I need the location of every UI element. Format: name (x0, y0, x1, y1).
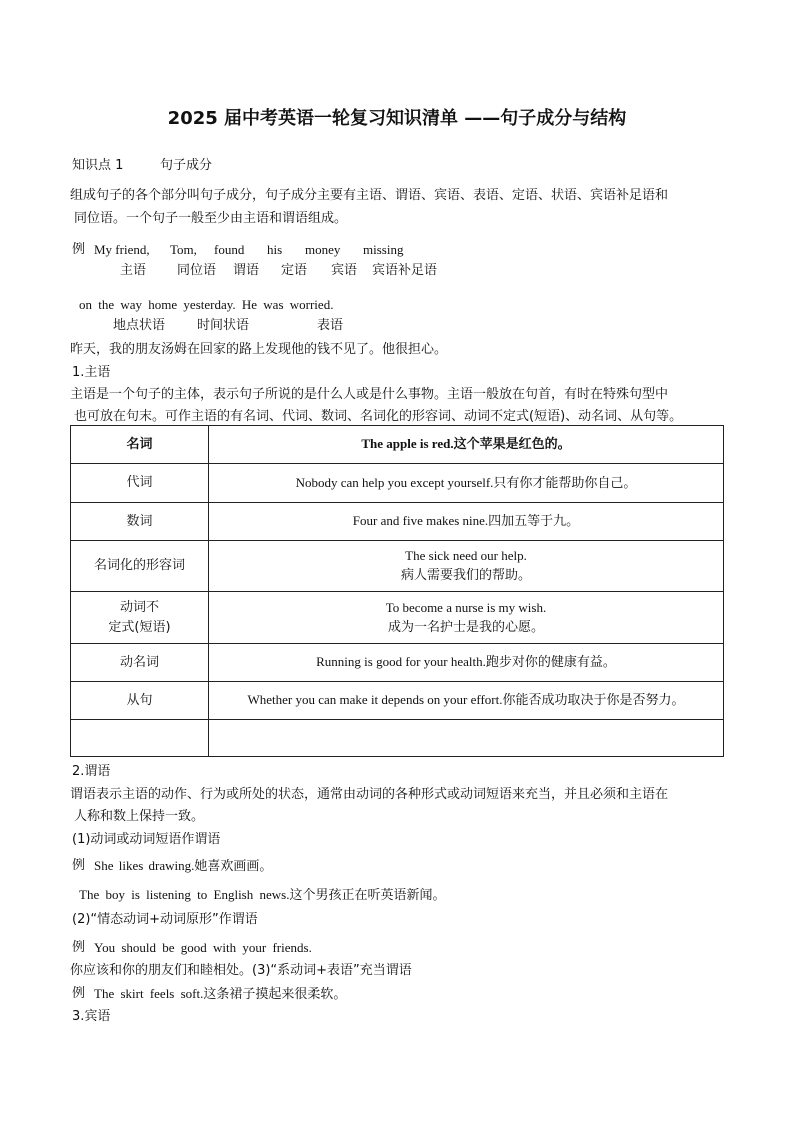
section1-line-1: 主语是一个句子的主体，表示句子所说的是什么人或是什么事物。主语一般放在句首，有时在特殊句型中 (70, 387, 669, 402)
ex1-word: his (267, 242, 283, 257)
section2-line-1: 谓语表示主语的动作、行为或所处的状态，通常由动词的各种形式或动词短语来充当，并且必须和主语在 (70, 787, 669, 802)
table-row (71, 682, 724, 720)
knowledge-point-name: 句子成分 (160, 158, 213, 173)
example-cell: To become a nurse is my wish. 成为一名护士是我的心愿。 (209, 592, 724, 644)
ex1-word: found (214, 242, 245, 257)
table-row (71, 464, 724, 503)
ex1-word: money (305, 242, 341, 257)
intro-line-2: 同位语。一个句子一般至少由主语和谓语组成。 (74, 211, 348, 226)
example-marker: 例 (72, 242, 86, 257)
example-cell: Four and five makes nine.四加五等于九。 (209, 503, 724, 541)
ex1-word: missing (363, 242, 404, 257)
section-heading-subject: 1.主语 (72, 365, 111, 380)
ex1-role: 同位语 (177, 263, 217, 278)
ex1-role: 宾语 (331, 263, 358, 278)
example-cell: Nobody can help you except yourself.只有你才能帮助你自己。 (209, 464, 724, 503)
predicate-example-4: The skirt feels soft.这条裙子摸起来很柔软。 (94, 986, 347, 1001)
table-row (71, 592, 724, 644)
predicate-example-3-translation: 你应该和你的朋友们和睦相处。(3)“系动词+表语”充当谓语 (70, 963, 412, 978)
ex1-role: 主语 (120, 263, 147, 278)
example-cell: The sick need our help. 病人需要我们的帮助。 (209, 541, 724, 592)
section1-line-2: 也可放在句末。可作主语的有名词、代词、数词、名词化的形容词、动词不定式(短语)、动名词、从句等。 (74, 409, 683, 424)
ex1-role: 谓语 (233, 263, 260, 278)
ex1-line-2: on the way home yesterday. He was worried. (79, 297, 334, 312)
ex1-translation: 昨天，我的朋友汤姆在回家的路上发现他的钱不见了。他很担心。 (70, 342, 448, 357)
section-heading-object: 3.宾语 (72, 1009, 111, 1024)
type-cell: 代词 (71, 464, 209, 503)
table-row (71, 503, 724, 541)
predicate-example-2: The boy is listening to English news.这个男孩正在听英语新闻。 (79, 887, 446, 902)
subject-types-table (70, 425, 724, 757)
ex1-word: My friend, (94, 242, 150, 257)
example-cell: The apple is red.这个苹果是红色的。 (209, 426, 724, 464)
document-title: 2025 届中考英语一轮复习知识清单 ——句子成分与结构 (167, 108, 627, 129)
type-cell: 从句 (71, 682, 209, 720)
section2-line-2: 人称和数上保持一致。 (74, 809, 205, 824)
example-cell (209, 720, 724, 757)
ex1-role: 定语 (281, 263, 308, 278)
type-cell: 名词化的形容词 (71, 541, 209, 592)
table-row (71, 426, 724, 464)
predicate-example-3: You should be good with your friends. (94, 940, 312, 955)
type-cell (71, 720, 209, 757)
type-cell: 动词不 定式(短语) (71, 592, 209, 644)
example-cell: Whether you can make it depends on your effort.你能否成功取决于你是否努力。 (209, 682, 724, 720)
example-marker: 例 (72, 986, 86, 1001)
table-row (71, 541, 724, 592)
example-cell: Running is good for your health.跑步对你的健康有益。 (209, 644, 724, 682)
ex1-role-2: 表语 (317, 318, 344, 333)
knowledge-point-label: 知识点 1 (72, 158, 124, 173)
example-marker: 例 (72, 940, 86, 955)
ex1-role-2: 地点状语 (113, 318, 166, 333)
section2-subheading-2: (2)“情态动词+动词原形”作谓语 (72, 912, 258, 927)
predicate-example-1: She likes drawing.她喜欢画画。 (94, 858, 273, 873)
type-cell: 动名词 (71, 644, 209, 682)
table-row (71, 720, 724, 757)
ex1-role-2: 时间状语 (197, 318, 250, 333)
table-row (71, 644, 724, 682)
type-cell: 名词 (71, 426, 209, 464)
example-marker: 例 (72, 858, 86, 873)
ex1-role: 宾语补足语 (372, 263, 438, 278)
intro-line-1: 组成句子的各个部分叫句子成分，句子成分主要有主语、谓语、宾语、表语、定语、状语、宾语补足语和 (70, 188, 669, 203)
type-cell: 数词 (71, 503, 209, 541)
ex1-word: Tom, (170, 242, 197, 257)
section2-subheading-1: (1)动词或动词短语作谓语 (72, 832, 221, 847)
section-heading-predicate: 2.谓语 (72, 764, 111, 779)
